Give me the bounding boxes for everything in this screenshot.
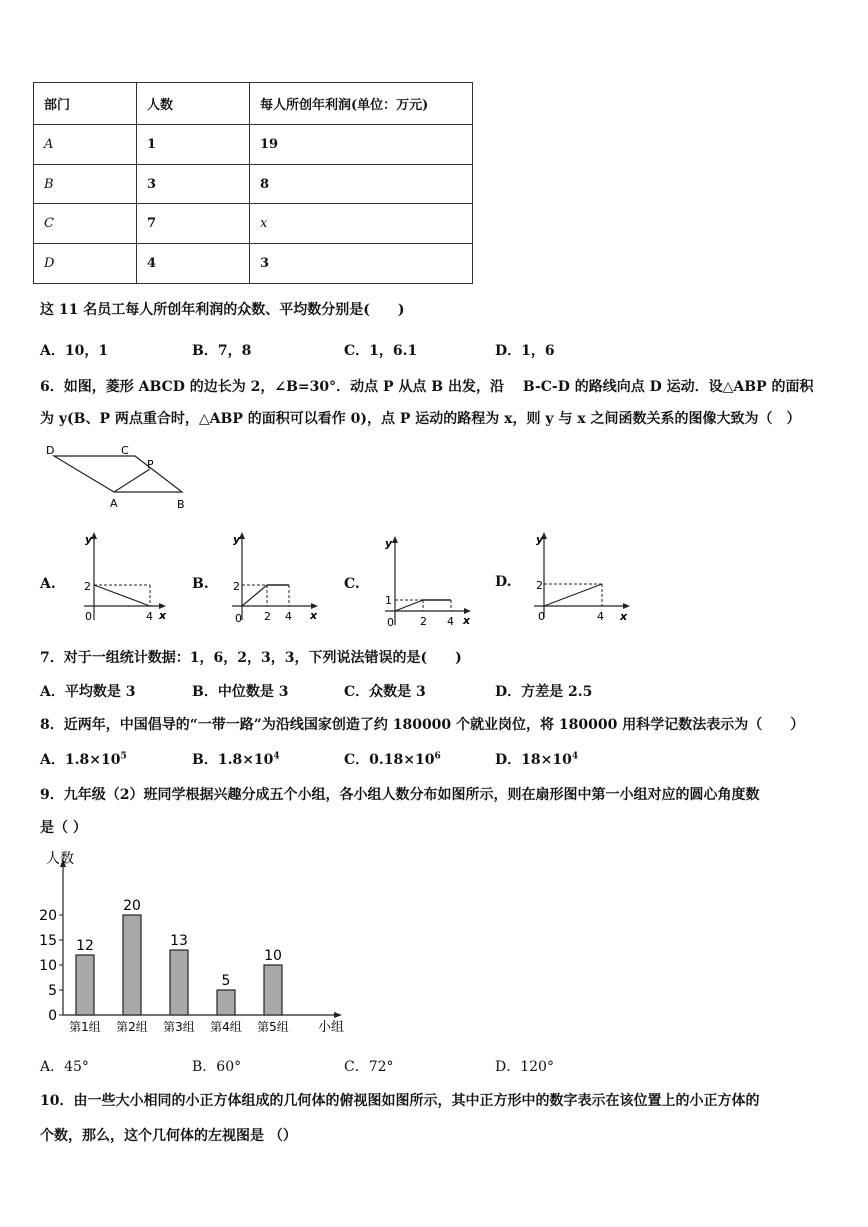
category-label: 第2组 [116,1020,148,1034]
q5-option-c: C．1，6.1 [344,343,418,359]
table-cell: 3 [137,165,250,204]
q6-option-c-label: C. [344,576,360,592]
origin-label: 0 [85,610,92,623]
axis-y-label: y [85,533,93,546]
table-cell: D [34,244,137,284]
y-tick-label: 5 [48,983,57,999]
graph-option-d [528,528,638,633]
bar-value-label: 12 [76,938,94,954]
option-mantissa: 1.8×10 [64,752,121,768]
q8-option-a [40,749,127,769]
label-c: C [121,444,129,457]
bar [170,950,188,1015]
y-axis-label: 人数 [46,851,74,867]
axis-y-label: y [385,537,393,550]
option-exponent: 6 [434,751,441,762]
axis-y-label: y [536,533,544,546]
q6-stem-line1: 6．如图，菱形 ABCD 的边长为 2，∠B=30°．动点 P 从点 B 出发，沿 B-C-D 的路线向点 D 运动．设△ABP 的面积 [40,379,814,395]
table-header-cell: 人数 [137,83,250,125]
axis-y-label: y [233,533,241,546]
origin-label: 0 [387,616,394,629]
profit-table [33,82,473,284]
option-exponent: 4 [571,751,579,762]
table-header-cell: 部门 [34,83,137,125]
rhombus-figure [40,440,200,515]
table-cell: A [34,125,137,165]
bar [76,955,94,1015]
bar-value-label: 10 [264,948,282,964]
label-p: P [147,458,154,471]
category-label: 第5组 [257,1020,289,1034]
q9-stem-line2: 是（ ） [40,820,87,836]
tick-label: 2 [233,580,240,593]
table-cell: x [250,204,473,244]
category-label: 第4组 [210,1020,242,1034]
q5-option-b: B．7，8 [192,343,252,359]
tick-label: 4 [597,610,604,623]
option-mantissa: 0.18×10 [369,752,435,768]
tick-label: 2 [536,579,543,592]
bar [264,965,282,1015]
tick-label: 1 [385,594,392,607]
table-cell: C [34,204,137,244]
tick-label: 2 [264,610,271,623]
q6-option-a-label: A. [40,576,56,592]
q9-option-a: A．45° [40,1059,89,1075]
q8-stem: 8．近两年，中国倡导的“一带一路”为沿线国家创造了约 180000 个就业岗位，将 180000 用科学记数法表示为（ ） [40,717,805,733]
q7-stem: 7．对于一组统计数据：1，6，2，3，3，下列说法错误的是( ) [40,650,462,666]
q6-option-b-label: B. [192,576,209,592]
group-size-bar-chart [38,845,358,1040]
axis-x-label: x [620,610,628,623]
tick-label: 4 [285,610,292,623]
table-row [34,204,473,244]
graph-option-a [72,528,177,633]
table-row [34,165,473,204]
label-d: D [46,444,55,457]
table-row [34,125,473,165]
q6-option-d-label: D. [495,574,512,590]
table-cell: B [34,165,137,204]
table-cell: 19 [250,125,473,165]
graph-option-b [222,528,327,633]
y-tick-label: 15 [39,933,57,949]
q7-option-a: A．平均数是 3 [40,684,136,700]
q10-stem-line1: 10．由一些大小相同的小正方体组成的几何体的俯视图如图所示，其中正方形中的数字表示在该位置上的小正方体的 [40,1093,760,1109]
option-mantissa: 18×10 [521,752,572,768]
table-cell: 7 [137,204,250,244]
q9-option-d: D．120° [495,1059,554,1075]
table-cell: 3 [250,244,473,284]
option-letter: D． [495,752,522,768]
option-mantissa: 1.8×10 [217,752,274,768]
x-axis-label: 小组 [318,1020,345,1035]
q10-stem-line2: 个数，那么，这个几何体的左视图是 （） [40,1128,297,1144]
origin-label: 0 [235,612,242,625]
q8-option-b [192,749,280,769]
option-letter: C． [344,752,370,768]
category-label: 第3组 [163,1020,195,1034]
q5-stem: 这 11 名员工每人所创年利润的众数、平均数分别是( ) [40,302,405,318]
table-cell: 8 [250,165,473,204]
y-tick-label: 0 [48,1008,57,1024]
table-row [34,244,473,284]
tick-label: 2 [420,615,427,628]
axis-x-label: x [310,609,318,622]
bar [217,990,235,1015]
tick-label: 2 [84,580,91,593]
q8-option-c [344,749,441,769]
option-exponent: 4 [273,751,280,762]
label-b: B [177,498,185,511]
option-letter: B． [192,752,218,768]
graph-option-c [375,530,480,635]
q9-option-b: B．60° [192,1059,242,1075]
table-cell: 4 [137,244,250,284]
option-exponent: 5 [120,751,127,762]
origin-label: 0 [538,610,545,623]
q9-stem-line1: 9．九年级（2）班同学根据兴趣分成五个小组，各小组人数分布如图所示，则在扇形图中第一小组对应的圆心角度数 [40,787,760,803]
bar-value-label: 13 [170,933,188,949]
y-tick-label: 20 [39,908,57,924]
bar [123,915,141,1015]
q9-option-c: C．72° [344,1059,394,1075]
q5-option-a: A．10，1 [40,343,109,359]
bar-value-label: 5 [221,973,231,989]
q8-option-d [495,749,578,769]
axis-x-label: x [159,609,167,622]
y-tick-label: 10 [39,958,57,974]
table-header-row [34,83,473,125]
q6-stem-line2: 为 y(B、P 两点重合时，△ABP 的面积可以看作 0)，点 P 运动的路程为 x，则 y 与 x 之间函数关系的图像大致为（ ） [40,411,801,427]
tick-label: 4 [146,610,153,623]
q7-option-b: B．中位数是 3 [192,684,289,700]
q5-option-d: D．1，6 [495,343,555,359]
label-a: A [110,497,118,510]
table-cell: 1 [137,125,250,165]
axis-x-label: x [463,614,471,627]
q7-option-d: D．方差是 2.5 [495,684,593,700]
q7-option-c: C．众数是 3 [344,684,426,700]
table-header-cell: 每人所创年利润(单位：万元) [250,83,473,125]
bar-value-label: 20 [123,898,141,914]
tick-label: 4 [447,615,454,628]
category-label: 第1组 [69,1020,101,1034]
option-letter: A． [40,752,65,768]
